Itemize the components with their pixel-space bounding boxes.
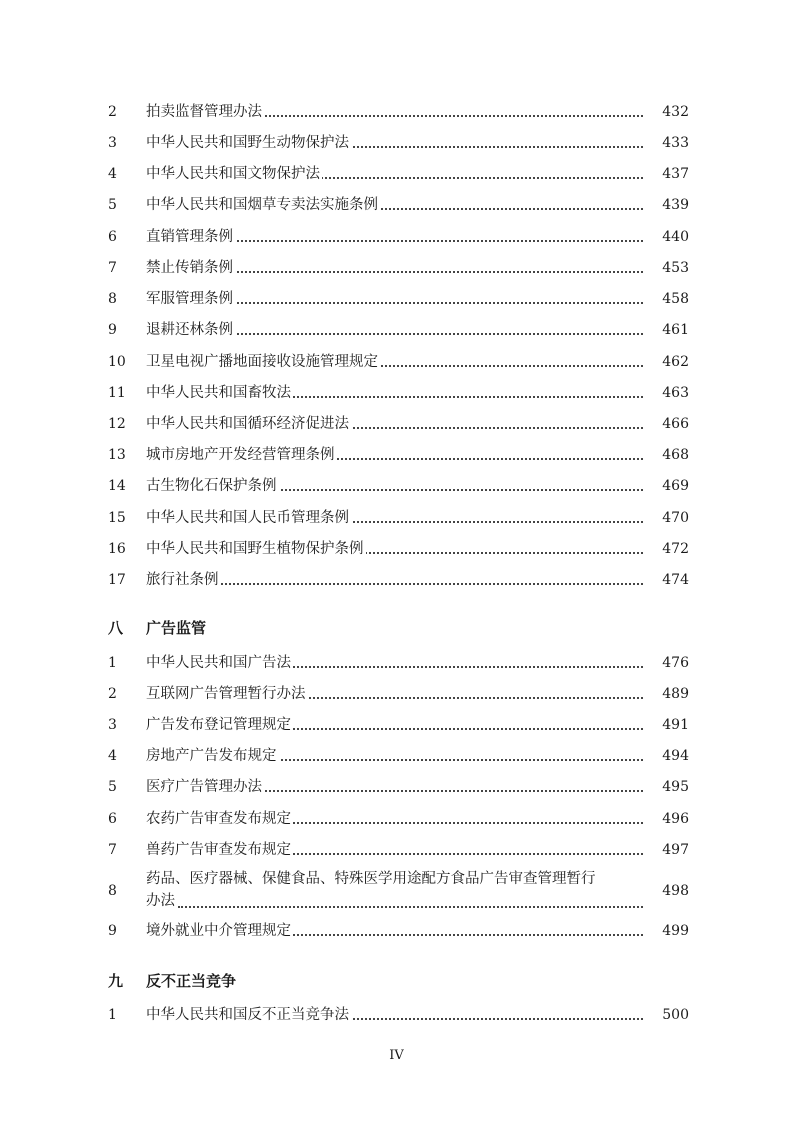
entry-title: 中华人民共和国广告法 [146,651,293,675]
entry-number: 2 [108,686,117,702]
section-title: 广告监管 [146,619,207,637]
entry-page: 468 [662,447,689,463]
toc-entry[interactable] [0,506,793,530]
entry-title: 境外就业中介管理规定 [146,919,293,943]
entry-number: 8 [108,291,117,307]
toc-entry[interactable] [0,193,793,217]
entry-title: 房地产广告发布规定 [146,744,279,768]
entry-page: 453 [662,260,689,276]
entry-number: 4 [108,748,117,764]
toc-entry[interactable] [0,682,793,706]
toc-entry[interactable] [0,350,793,374]
entry-page: 497 [662,842,689,858]
entry-number: 15 [108,510,126,526]
entry-number: 17 [108,572,126,588]
entry-number: 14 [108,478,126,494]
entry-title: 退耕还林条例 [146,318,235,342]
section-number: 八 [108,619,124,637]
entry-number: 6 [108,811,117,827]
entry-title: 军服管理条例 [146,287,235,311]
entry-number: 1 [108,1007,117,1023]
toc-entry[interactable] [0,838,793,862]
entry-number: 3 [108,135,117,151]
entry-title: 城市房地产开发经营管理条例 [146,443,337,467]
toc-entry-multiline[interactable] [0,868,793,914]
entry-page: 494 [662,748,689,764]
toc-entry[interactable] [0,443,793,467]
page-number-footer: IV [389,1048,404,1063]
entry-number: 5 [108,197,117,213]
toc-entry[interactable] [0,474,793,498]
entry-page: 472 [662,541,689,557]
entry-number: 5 [108,779,117,795]
entry-title: 中华人民共和国烟草专卖法实施条例 [146,193,380,217]
section-heading[interactable] [0,616,793,640]
section-number: 九 [108,972,124,990]
section-heading[interactable] [0,969,793,993]
toc-entry[interactable] [0,131,793,155]
entry-title: 兽药广告审查发布规定 [146,838,293,862]
entry-title: 农药广告审查发布规定 [146,807,293,831]
entry-number: 2 [108,104,117,120]
toc-entry[interactable] [0,568,793,592]
entry-number: 12 [108,416,126,432]
entry-title: 拍卖监督管理办法 [146,100,264,124]
toc-entry[interactable] [0,162,793,186]
toc-entry[interactable] [0,651,793,675]
toc-entry[interactable] [0,775,793,799]
toc-entry[interactable] [0,225,793,249]
entry-page: 461 [662,322,689,338]
entry-title: 古生物化石保护条例 [146,474,279,498]
entry-title: 卫星电视广播地面接收设施管理规定 [146,350,380,374]
toc-entry[interactable] [0,256,793,280]
entry-page: 432 [662,104,689,120]
entry-page: 433 [662,135,689,151]
entry-page: 499 [662,923,689,939]
entry-page: 498 [662,883,689,899]
entry-title [146,868,648,912]
dot-leader [146,583,643,585]
entry-number: 11 [108,385,126,401]
entry-page: 466 [662,416,689,432]
entry-page: 462 [662,354,689,370]
entry-number: 7 [108,260,117,276]
entry-title: 互联网广告管理暂行办法 [146,682,308,706]
entry-title: 中华人民共和国循环经济促进法 [146,412,351,436]
entry-title-line2: 办法 [146,893,175,909]
entry-number: 6 [108,229,117,245]
entry-title: 禁止传销条例 [146,256,235,280]
toc-entry[interactable] [0,100,793,124]
entry-number: 1 [108,655,117,671]
toc-entry[interactable] [0,412,793,436]
toc-entry[interactable] [0,1003,793,1027]
entry-number: 9 [108,322,117,338]
entry-title: 中华人民共和国人民币管理条例 [146,506,351,530]
entry-page: 440 [662,229,689,245]
toc-entry[interactable] [0,287,793,311]
entry-title: 医疗广告管理办法 [146,775,264,799]
entry-page: 476 [662,655,689,671]
entry-number: 16 [108,541,126,557]
toc-entry[interactable] [0,807,793,831]
toc-entry[interactable] [0,919,793,943]
entry-number: 9 [108,923,117,939]
entry-page: 474 [662,572,689,588]
entry-title: 中华人民共和国畜牧法 [146,381,293,405]
entry-page: 500 [662,1007,689,1023]
toc-entry[interactable] [0,318,793,342]
entry-page: 439 [662,197,689,213]
entry-title-line1: 药品、医疗器械、保健食品、特殊医学用途配方食品广告审查管理暂行 [146,871,596,887]
entry-number: 4 [108,166,117,182]
entry-title: 旅行社条例 [146,568,221,592]
entry-number: 3 [108,717,117,733]
toc-entry[interactable] [0,744,793,768]
entry-title: 中华人民共和国文物保护法 [146,162,322,186]
entry-page: 489 [662,686,689,702]
entry-title: 中华人民共和国反不正当竞争法 [146,1003,351,1027]
entry-title: 中华人民共和国野生动物保护法 [146,131,351,155]
entry-title: 直销管理条例 [146,225,235,249]
entry-number: 13 [108,447,126,463]
entry-page: 495 [662,779,689,795]
entry-number: 10 [108,354,126,370]
entry-page: 469 [662,478,689,494]
entry-title: 广告发布登记管理规定 [146,713,293,737]
entry-page: 496 [662,811,689,827]
entry-page: 491 [662,717,689,733]
entry-title: 中华人民共和国野生植物保护条例 [146,537,366,561]
entry-number: 7 [108,842,117,858]
entry-page: 463 [662,385,689,401]
toc-entry[interactable] [0,381,793,405]
entry-page: 458 [662,291,689,307]
section-title: 反不正当竞争 [146,972,237,990]
entry-page: 470 [662,510,689,526]
toc-entry[interactable] [0,713,793,737]
toc-entry[interactable] [0,537,793,561]
entry-number: 8 [108,883,117,899]
entry-page: 437 [662,166,689,182]
